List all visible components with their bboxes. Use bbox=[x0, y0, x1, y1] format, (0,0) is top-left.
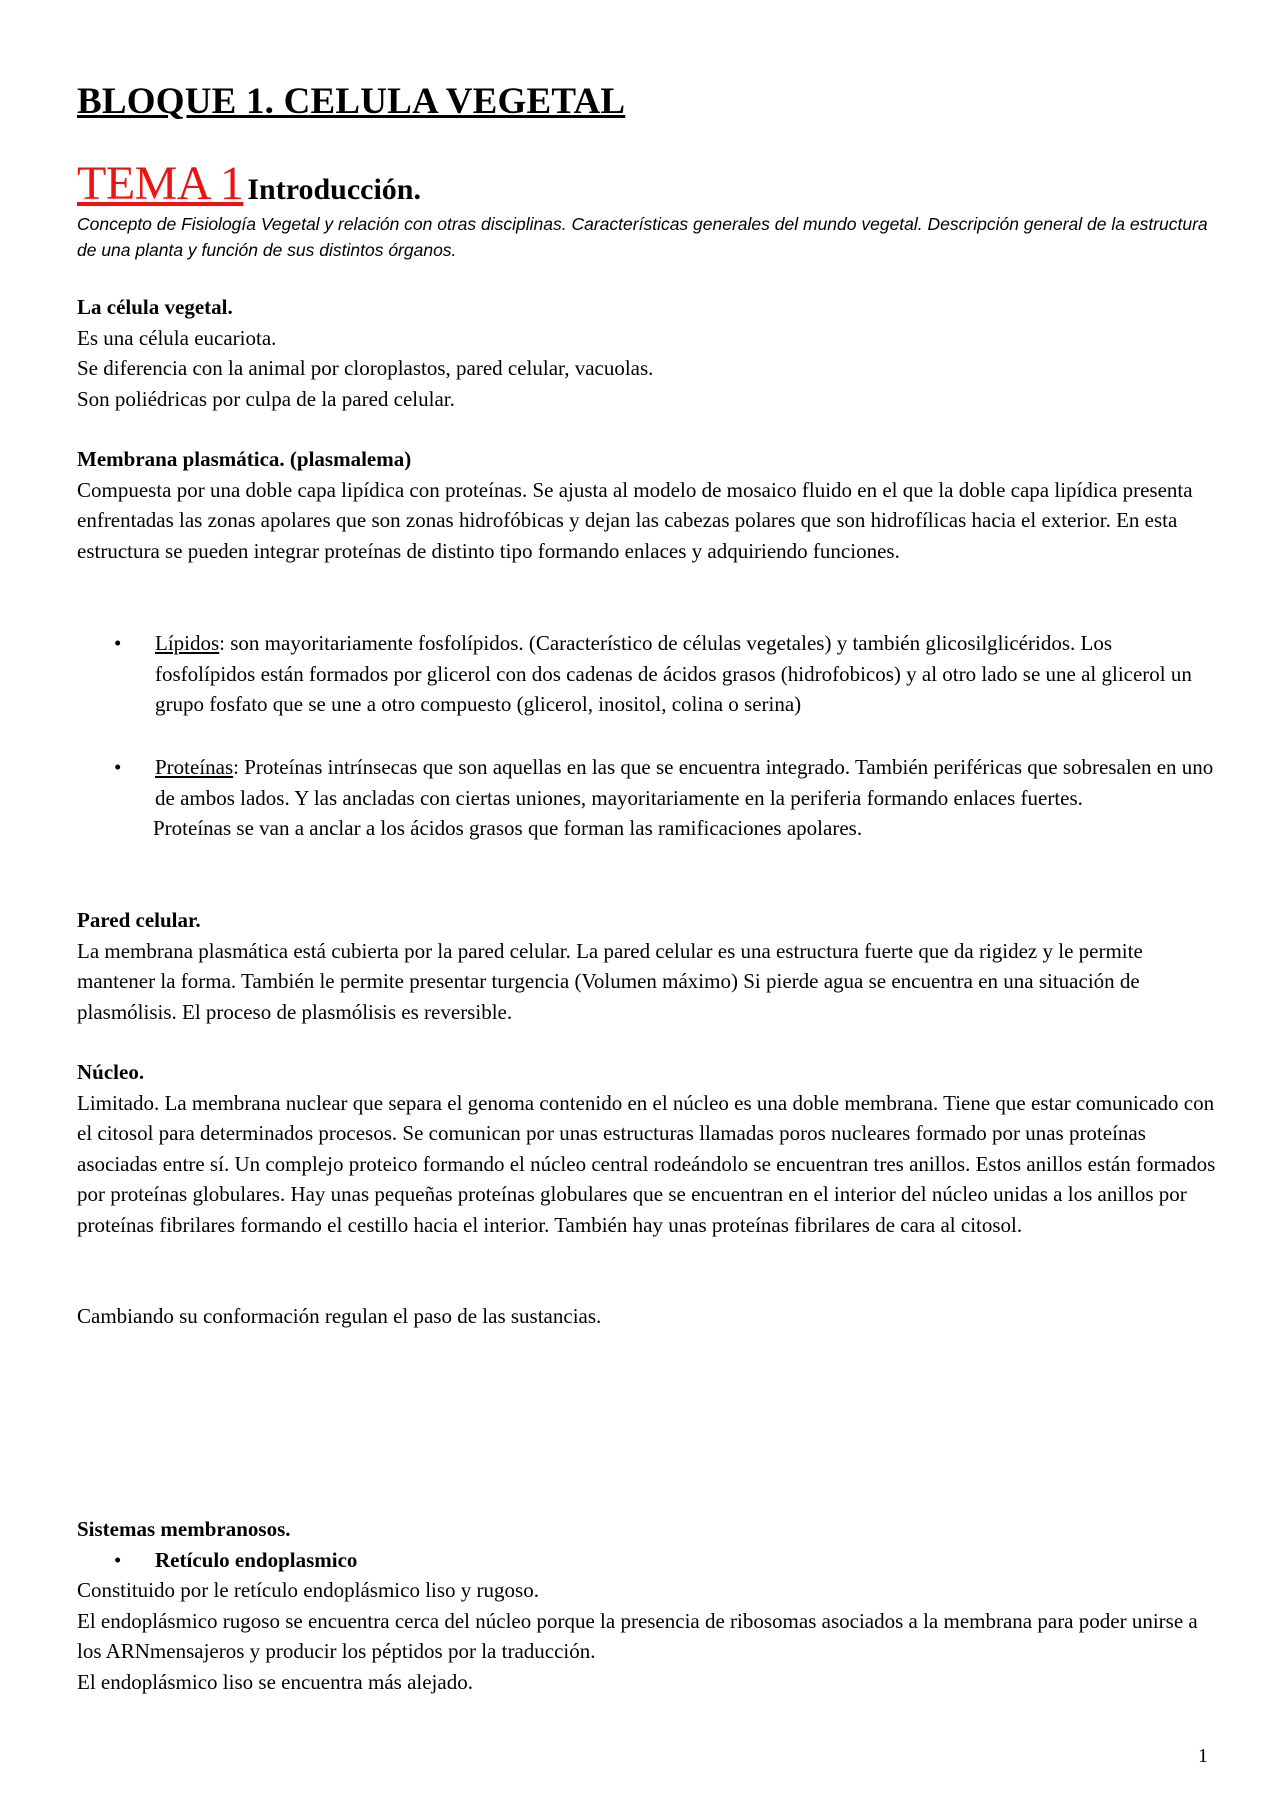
section-heading: Pared celular. bbox=[77, 908, 201, 932]
term-text: : son mayoritariamente fosfolípidos. (Característico de células vegetales) y también glicosilglicéridos. Los fosfolípidos están formados por glicerol con dos cadenas de ácidos grasos (hidrofobicos) y al otro lado se une al glicerol un grupo fosfato que se une a otro compuesto (glicerol, inositol, colina o serina) bbox=[155, 631, 1192, 716]
block-title: BLOQUE 1. CELULA VEGETAL bbox=[77, 81, 626, 122]
section-nucleo bbox=[77, 1057, 1217, 1240]
page-number: 1 bbox=[1198, 1745, 1208, 1767]
section-heading: Membrana plasmática. (plasmalema) bbox=[77, 447, 412, 471]
paragraph: Limitado. La membrana nuclear que separa el genoma contenido en el núcleo es una doble membrana. Tiene que estar comunicado con el citosol para determinados procesos. Se comunican por unas estructuras llamadas poros nucleares formado por unas proteínas asociadas entre sí. Un complejo proteico formando el núcleo central rodeándolo se encuentran tres anillos. Estos anillos están formados por proteínas globulares. Hay unas pequeñas proteínas globulares que se encuentran en el interior del núcleo unidas a los anillos por proteínas fibrilares formando el cestillo hacia el interior. También hay unas proteínas fibrilares de cara al citosol. bbox=[77, 1090, 1216, 1237]
list-item bbox=[77, 628, 1217, 720]
paragraph: Compuesta por una doble capa lipídica con proteínas. Se ajusta al modelo de mosaico fluido en el que la doble capa lipídica presenta enfrentadas las zonas apolares que son zonas hidrofóbicas y dejan las cabezas polares que son hidrofílicas hacia el exterior. En esta estructura se pueden integrar proteínas de distinto tipo formando enlaces y adquiriendo funciones. bbox=[77, 477, 1193, 563]
text-line: Cambiando su conformación regulan el paso de las sustancias. bbox=[77, 1304, 602, 1328]
section-heading: La célula vegetal. bbox=[77, 295, 233, 319]
text-line: Son poliédricas por culpa de la pared celular. bbox=[77, 386, 455, 411]
paragraph: El endoplásmico rugoso se encuentra cerca del núcleo porque la presencia de ribosomas asociados a la membrana para poder unirse a los ARNmensajeros y producir los péptidos por la traducción. bbox=[77, 1608, 1198, 1663]
text-line: El endoplásmico liso se encuentra más alejado. bbox=[77, 1669, 473, 1694]
term-text: : Proteínas intrínsecas que son aquellas en las que se encuentra integrado. También periféricas que sobresalen en uno de ambos lados. Y las ancladas con ciertas uniones, mayoritariamente en la periferia formando enlaces fuertes. bbox=[155, 755, 1214, 810]
text-line: Proteínas se van a anclar a los ácidos grasos que forman las ramificaciones apolares. bbox=[153, 816, 863, 840]
section-heading: Sistemas membranosos. bbox=[77, 1517, 291, 1541]
text-line: Es una célula eucariota. bbox=[77, 325, 277, 350]
bullet-dot: • bbox=[114, 631, 122, 655]
tema-description: Concepto de Fisiología Vegetal y relación con otras disciplinas. Características generales del mundo vegetal. Descripción general de la estructura de una planta y función de sus distintos órganos. bbox=[77, 214, 1208, 260]
paragraph: La membrana plasmática está cubierta por la pared celular. La pared celular es una estructura fuerte que da rigidez y le permite mantener la forma. También le permite presentar turgencia (Volumen máximo) Si pierde agua se encuentra en una situación de plasmólisis. El proceso de plasmólisis es reversible. bbox=[77, 938, 1143, 1024]
tema-number: TEMA 1 bbox=[77, 157, 244, 210]
nucleo-extra bbox=[77, 1301, 1217, 1332]
section-membrana bbox=[77, 444, 1217, 566]
bullet-dot: • bbox=[114, 755, 122, 779]
bullet-proteinas bbox=[77, 752, 1217, 844]
tema-heading bbox=[77, 156, 421, 211]
term-label: Proteínas bbox=[155, 755, 234, 779]
section-sistemas bbox=[77, 1514, 1217, 1697]
section-celula bbox=[77, 292, 1217, 414]
list-item bbox=[77, 752, 1217, 813]
text-line: Se diferencia con la animal por cloroplastos, pared celular, vacuolas. bbox=[77, 356, 654, 380]
text-line: Constituido por le retículo endoplásmico liso y rugoso. bbox=[77, 1578, 539, 1602]
term-label: Retículo endoplasmico bbox=[155, 1547, 358, 1572]
list-item bbox=[77, 1545, 1217, 1576]
bullet-dot: • bbox=[114, 1547, 122, 1572]
bullet-lipidos bbox=[77, 628, 1217, 720]
tema-title: Introducción. bbox=[247, 173, 421, 206]
term-label: Lípidos bbox=[155, 631, 220, 655]
section-heading: Núcleo. bbox=[77, 1060, 145, 1084]
section-pared bbox=[77, 905, 1217, 1027]
